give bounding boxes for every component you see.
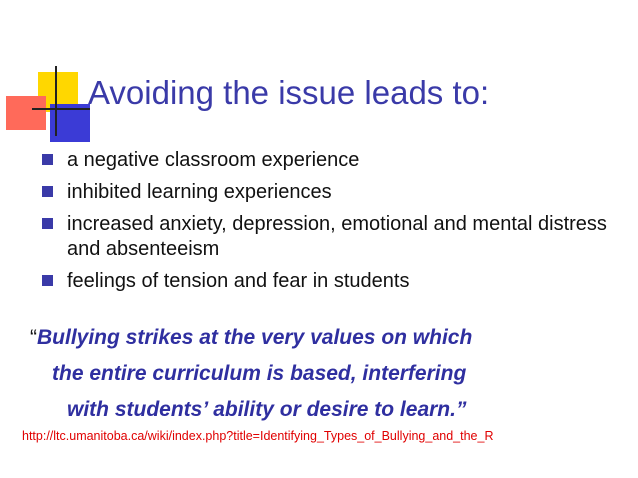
- bullet-text: feelings of tension and fear in students: [67, 270, 410, 292]
- bullet-item: [42, 180, 622, 205]
- logo-horizontal-line: [32, 108, 90, 110]
- slide-title: Avoiding the issue leads to:: [88, 74, 490, 111]
- bullet-item: [42, 212, 622, 262]
- square-bullet-icon: [42, 218, 53, 229]
- logo-red-square: [6, 96, 46, 130]
- bullet-text: inhibited learning experiences: [67, 181, 332, 203]
- bullet-text: increased anxiety, depression, emotional and mental distress and absenteeism: [67, 213, 607, 260]
- quote-text-1: Bullying strikes at the very values on which: [37, 326, 473, 349]
- quote-line-1: [30, 320, 620, 356]
- bullet-item: [42, 148, 622, 173]
- quote-block: [30, 320, 620, 428]
- source-link[interactable]: http://ltc.umanitoba.ca/wiki/index.php?title=Identifying_Types_of_Bullying_and_the_R: [22, 429, 494, 443]
- slide-corner-logo-icon: [0, 0, 90, 140]
- bullet-item: [42, 269, 622, 294]
- square-bullet-icon: [42, 154, 53, 165]
- quote-line-2: the entire curriculum is based, interfering: [52, 362, 467, 385]
- square-bullet-icon: [42, 186, 53, 197]
- bullet-list: [42, 148, 622, 301]
- quote-open-mark: “: [30, 326, 37, 349]
- quote-line-3: with students’ ability or desire to learn.”: [67, 398, 467, 421]
- bullet-text: a negative classroom experience: [67, 149, 360, 171]
- logo-vertical-line: [55, 66, 57, 136]
- square-bullet-icon: [42, 275, 53, 286]
